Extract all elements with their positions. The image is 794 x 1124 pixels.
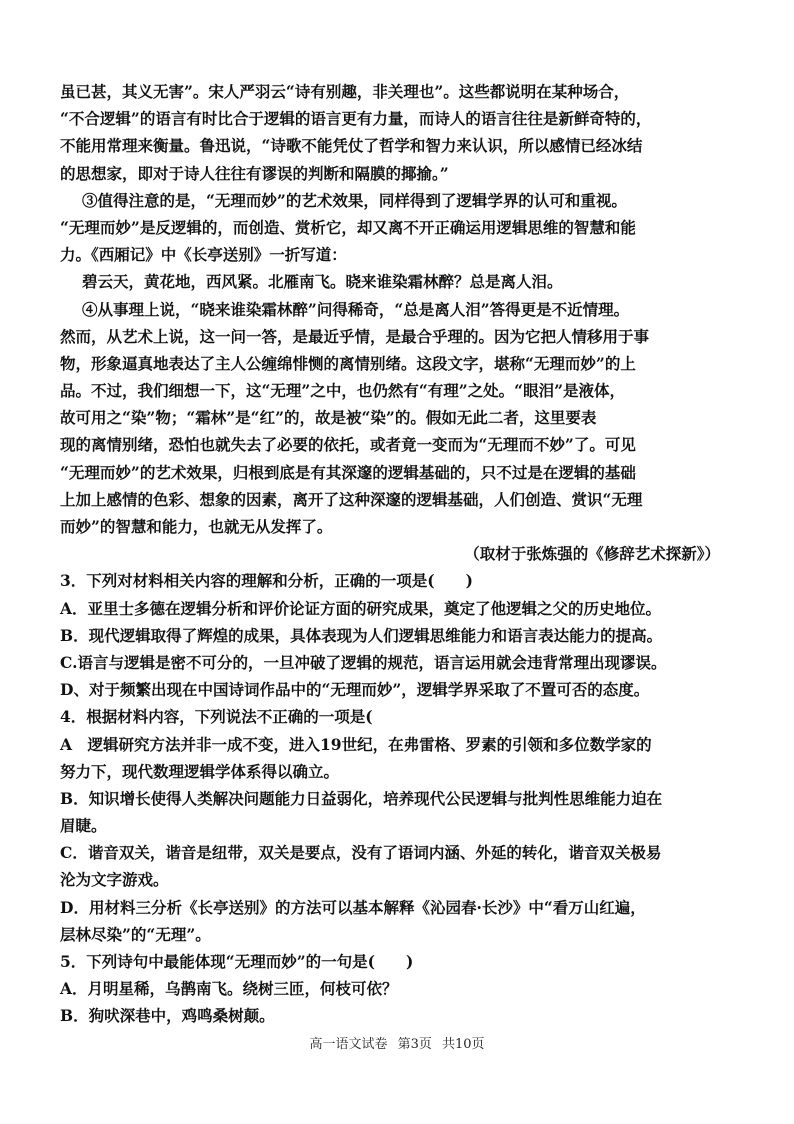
question-5-option-b: B．狗吠深巷中，鸡鸣桑树颠。 <box>60 1006 275 1026</box>
text-line: 虽已甚，其义无害”。宋人严羽云“诗有别趣，非关理也”。这些都说明在某种场合， <box>60 82 630 101</box>
question-3-option-d: D、对于频繁出现在中国诗词作品中的“无理而妙”，逻辑学界采取了不置可否的态度。 <box>60 680 650 700</box>
text-line: 故可用之“染”物；“霜林”是“红”的，故是被“染”的。假如无此二者，这里要表 <box>60 408 597 428</box>
question-4-option-d-cont: 层林尽染”的“无理”。 <box>60 924 211 944</box>
question-4-option-b: B．知识增长使得人类解决问题能力日益弱化，培养现代公民逻辑与批判性思维能力迫在 <box>60 788 663 808</box>
question-4-option-a-cont: 努力下，现代数理逻辑学体系得以确立。 <box>60 761 340 781</box>
text-line: 上加上感情的色彩、想象的因素，离开了这种深邃的逻辑基础，人们创造、赏识“无理 <box>60 489 643 509</box>
question-4-option-a: A 逻辑研究方法并非一成不变，进入19世纪，在弗雷格、罗素的引领和多位数学家的 <box>60 734 652 754</box>
question-3-option-c: C.语言与逻辑是密不可分的，一旦冲破了逻辑的规范，语言运用就会违背常理出现谬误。 <box>60 652 667 672</box>
question-3-option-b: B．现代逻辑取得了辉煌的成果，具体表现为人们逻辑思维能力和语言表达能力的提高。 <box>60 625 663 645</box>
page-footer <box>0 1036 794 1054</box>
paragraph-3-start: ③值得注意的是，“无理而妙”的艺术效果，同样得到了逻辑学界的认可和重视。 <box>82 190 627 210</box>
poem-quote: 碧云天，黄花地，西风紧。北雁南飞。晓来谁染霜林醉？总是离人泪。 <box>82 272 563 292</box>
text-line: “无理而妙”的艺术效果，归根到底是有其深邃的逻辑基础的，只不过是在逻辑的基础 <box>60 462 636 482</box>
question-3-option-a: A．亚里士多德在逻辑分析和评价论证方面的研究成果，奠定了他逻辑之父的历史地位。 <box>60 598 662 618</box>
question-4-stem: 4．根据材料内容，下列说法不正确的一项是( <box>60 707 373 727</box>
text-line: 的思想家，即对于诗人往往有谬误的判断和隔膜的揶揄。” <box>60 163 449 183</box>
text-line: “无理而妙”是反逻辑的，而创造、赏析它，却又离不开正确运用逻辑思维的智慧和能 <box>60 217 636 237</box>
text-line: 品。不过，我们细想一下，这“无理”之中，也仍然有“有理”之处。“眼泪”是液体， <box>60 381 625 401</box>
question-4-option-c: C．谐音双关，谐音是纽带，双关是要点，没有了语词内涵、外延的转化，谐音双关极易 <box>60 843 662 863</box>
page-content <box>60 78 720 1030</box>
question-4-option-d: D．用材料三分析《长亭送别》的方法可以基本解释《沁园春·长沙》中“看万山红遍， <box>60 897 646 917</box>
footer-total-pages: 共10页 <box>442 1037 485 1052</box>
text-line: 物，形象逼真地表达了主人公缠绵悱恻的离情别绪。这段文字，堪称“无理而妙”的上 <box>60 353 636 373</box>
question-5-option-a: A．月明星稀，乌鹊南飞。绕树三匝，何枝可依？ <box>60 979 398 999</box>
text-line: 然而，从艺术上说，这一问一答，是最近乎情，是最合乎理的。因为它把人情移用于事 <box>60 326 650 346</box>
question-4-option-c-cont: 沦为文字游戏。 <box>60 870 169 890</box>
text-line: 现的离情别绪，恐怕也就失去了必要的依托，或者竟一变而为“无理而不妙”了。可见 <box>60 435 636 455</box>
question-5-stem: 5．下列诗句中最能体现“无理而妙”的一句是( ) <box>60 952 414 971</box>
text-line: 不能用常理来衡量。鲁迅说，“诗歌不能凭仗了哲学和智力来认识，所以感情已经冰结 <box>60 136 643 156</box>
text-line: 力。《西厢记》中《长亭送别》一折写道： <box>60 245 347 265</box>
question-4-option-b-cont: 眉睫。 <box>60 816 107 836</box>
question-3-stem: 3．下列对材料相关内容的理解和分析，正确的一项是( ) <box>60 571 473 591</box>
text-line: 而妙”的智慧和能力，也就无从发挥了。 <box>60 517 333 536</box>
text-line: “不合逻辑”的语言有时比合于逻辑的语言更有力量，而诗人的语言往往是新鲜奇特的， <box>60 109 652 129</box>
footer-exam-name: 高一语文试卷 <box>309 1037 388 1052</box>
source-citation: （取材于张炼强的《修辞艺术探新》） <box>464 544 720 564</box>
footer-page-number: 第3页 <box>397 1037 432 1052</box>
paragraph-4-start: ④从事理上说，“晓来谁染霜林醉”问得稀奇，“总是离人泪”答得更是不近情理。 <box>82 299 630 319</box>
